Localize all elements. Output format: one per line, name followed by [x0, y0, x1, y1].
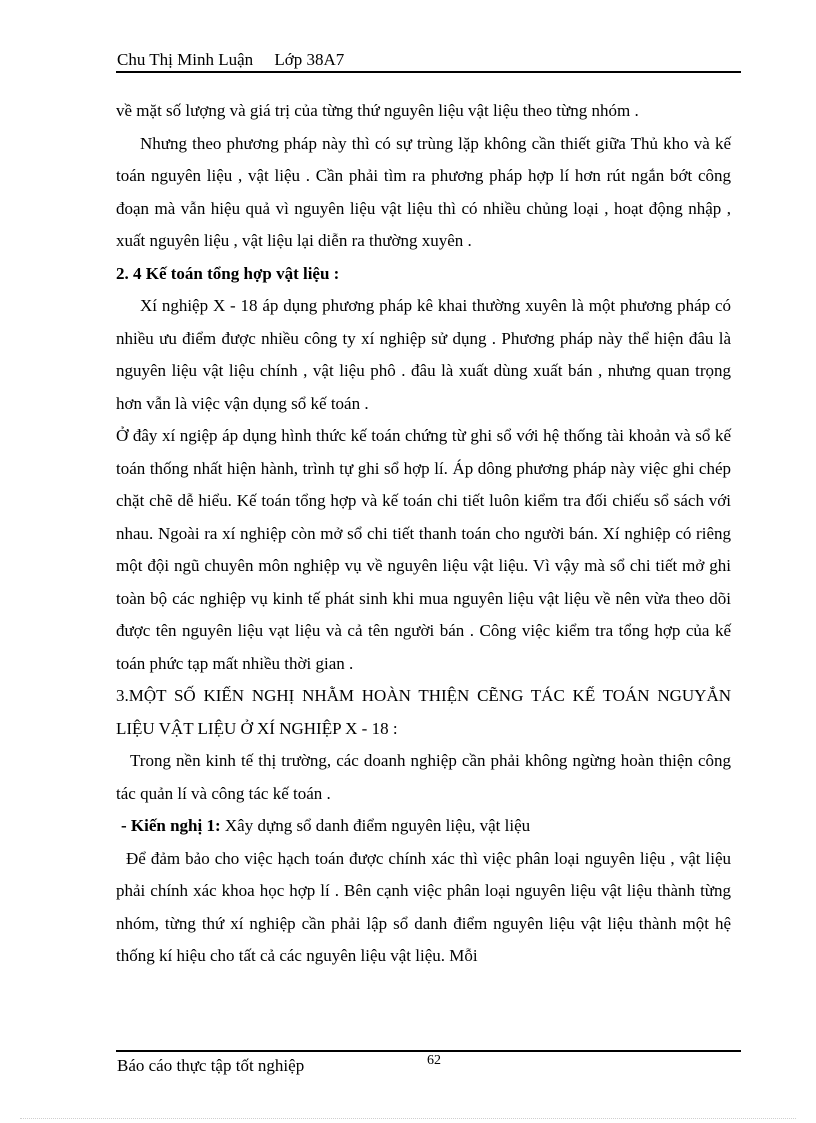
recommendation-1	[116, 810, 731, 843]
paragraph-2: Nhưng theo phương pháp này thì có sự trùng lặp không cần thiết giữa Thủ kho và kế toán nguyên liệu , vật liệu . Cần phải tìm ra phương pháp hợp lí hơn rút ngắn bớt công đoạn mà vẫn hiệu quả vì nguyên liệu vật liệu thì có nhiều chủng loại , hoạt động nhập , xuất nguyên liệu , vật liệu lại diễn ra thường xuyên .	[116, 133, 731, 250]
recommendation-1-text: Xây dựng sổ danh điểm nguyên liệu, vật liệu	[220, 816, 531, 835]
recommendation-1-label: - Kiến nghị 1:	[121, 816, 221, 835]
header-rule	[116, 71, 741, 73]
page-body	[116, 95, 731, 973]
section-heading-3: 3.MỘT SỐ KIẾN NGHỊ NHẰM HOÀN THIỆN CẼNG TÁC KẾ TOÁN NGUYẮN LIỆU VẬT LIỆU Ở XÍ NGHIỆP X - 18 :	[116, 686, 731, 738]
page-edge	[20, 1118, 796, 1119]
section-heading-2-4: 2. 4 Kế toán tổng hợp vật liệu :	[116, 263, 340, 283]
paragraph-4: Ở đây xí ngiệp áp dụng hình thức kế toán chứng từ ghi sổ với hệ thống tài khoản và sổ kế toán thống nhất hiện hành, trình tự ghi sổ hợp lí. Áp dông phương pháp này việc ghi chép chặt chẽ dễ hiểu. Kế toán tổng hợp và kế toán chi tiết luôn kiểm tra đối chiếu sổ sách với nhau. Ngoài ra xí nghiệp còn mở sổ chi tiết thanh toán cho người bán. Xí nghiệp có riêng một đội ngũ chuyên môn nghiệp vụ về nguyên liệu vật liệu. Vì vậy mà sổ chi tiết mở ghi toàn bộ các nghiệp vụ kinh tế phát sinh khi mua nguyên liệu vật liệu về nên vừa theo dõi được tên nguyên liệu vạt liệu và cả tên người bán . Công việc kiểm tra tổng hợp của kế toán phức tạp mất nhiều thời gian .	[116, 426, 731, 673]
paragraph-7: Để đảm bảo cho việc hạch toán được chính xác thì việc phân loại nguyên liệu , vật liệu phải chính xác khoa học hợp lí . Bên cạnh việc phân loại nguyên liệu vật liệu thành từng nhóm, từng thứ xí nghiệp cần phải lập sổ danh điểm nguyên liệu vật liệu thành một hệ thống kí hiệu cho tất cả các nguyên liệu vật liệu. Mỗi	[116, 848, 731, 965]
footer-rule	[116, 1050, 741, 1052]
paragraph-5: Trong nền kinh tế thị trường, các doanh nghiệp cần phải không ngừng hoàn thiện công tác quản lí và công tác kế toán .	[116, 751, 731, 803]
paragraph-1: về mặt số lượng và giá trị của từng thứ nguyên liệu vật liệu theo từng nhóm .	[116, 101, 639, 120]
paragraph-3: Xí nghiệp X - 18 áp dụng phương pháp kê khai thường xuyên là một phương pháp có nhiều ưu điểm được nhiều công ty xí nghiệp sử dụng . Phương pháp này thể hiện đâu là nguyên liệu vật liệu chính , vật liệu phô . đâu là xuất dùng xuất bán , nhưng quan trọng hơn vẫn là việc vận dụng sổ kế toán .	[116, 296, 731, 413]
running-header: Chu Thị Minh Luận Lớp 38A7	[117, 50, 345, 69]
footer-title: Báo cáo thực tập tốt nghiệp	[117, 1056, 305, 1075]
page-number: 62	[427, 1053, 441, 1068]
